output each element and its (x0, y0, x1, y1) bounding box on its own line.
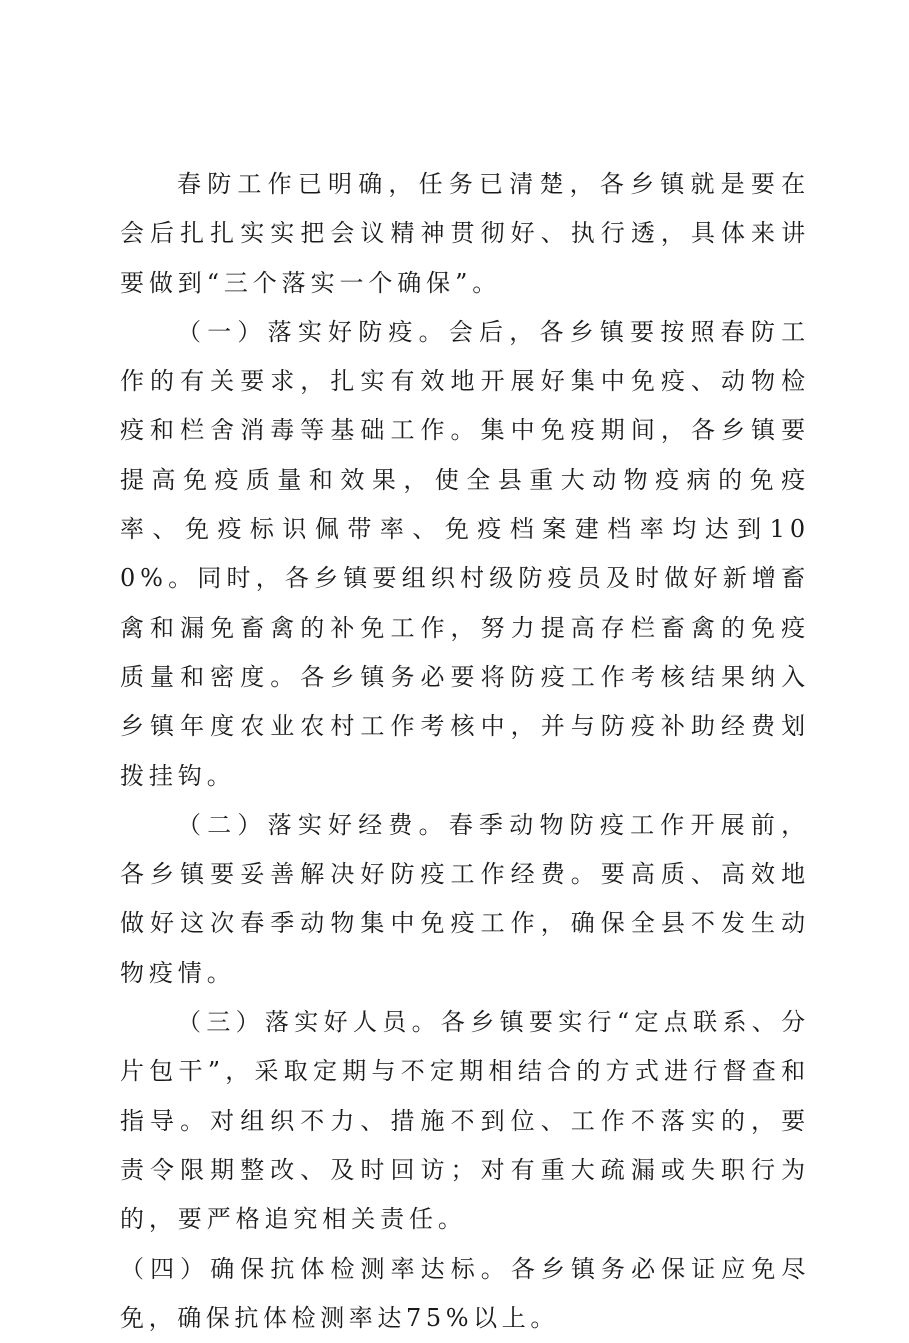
document-body (120, 160, 810, 1343)
paragraph-section-4: （四）确保抗体检测率达标。各乡镇务必保证应免尽免，确保抗体检测率达75%以上。 (120, 1254, 810, 1332)
paragraph-intro: 春防工作已明确，任务已清楚，各乡镇就是要在会后扎扎实实把会议精神贯彻好、执行透，具体来讲要做到“三个落实一个确保”。 (120, 170, 810, 297)
paragraph-section-1: （一）落实好防疫。会后，各乡镇要按照春防工作的有关要求，扎实有效地开展好集中免疫、动物检疫和栏舍消毒等基础工作。集中免疫期间，各乡镇要提高免疫质量和效果，使全县重大动物疫病的免疫率、免疫标识佩带率、免疫档案建档率均达到100%。同时，各乡镇要组织村级防疫员及时做好新增畜禽和漏免畜禽的补免工作，努力提高存栏畜禽的免疫质量和密度。各乡镇务必要将防疫工作考核结果纳入乡镇年度农业农村工作考核中，并与防疫补助经费划拨挂钩。 (120, 317, 810, 790)
paragraph-section-3: （三）落实好人员。各乡镇要实行“定点联系、分片包干”，采取定期与不定期相结合的方式进行督查和指导。对组织不力、措施不到位、工作不落实的，要责令限期整改、及时回访；对有重大疏漏或失职行为的，要严格追究相关责任。 (120, 1008, 810, 1234)
paragraph-section-2: （二）落实好经费。春季动物防疫工作开展前，各乡镇要妥善解决好防疫工作经费。要高质、高效地做好这次春季动物集中免疫工作，确保全县不发生动物疫情。 (120, 810, 810, 987)
